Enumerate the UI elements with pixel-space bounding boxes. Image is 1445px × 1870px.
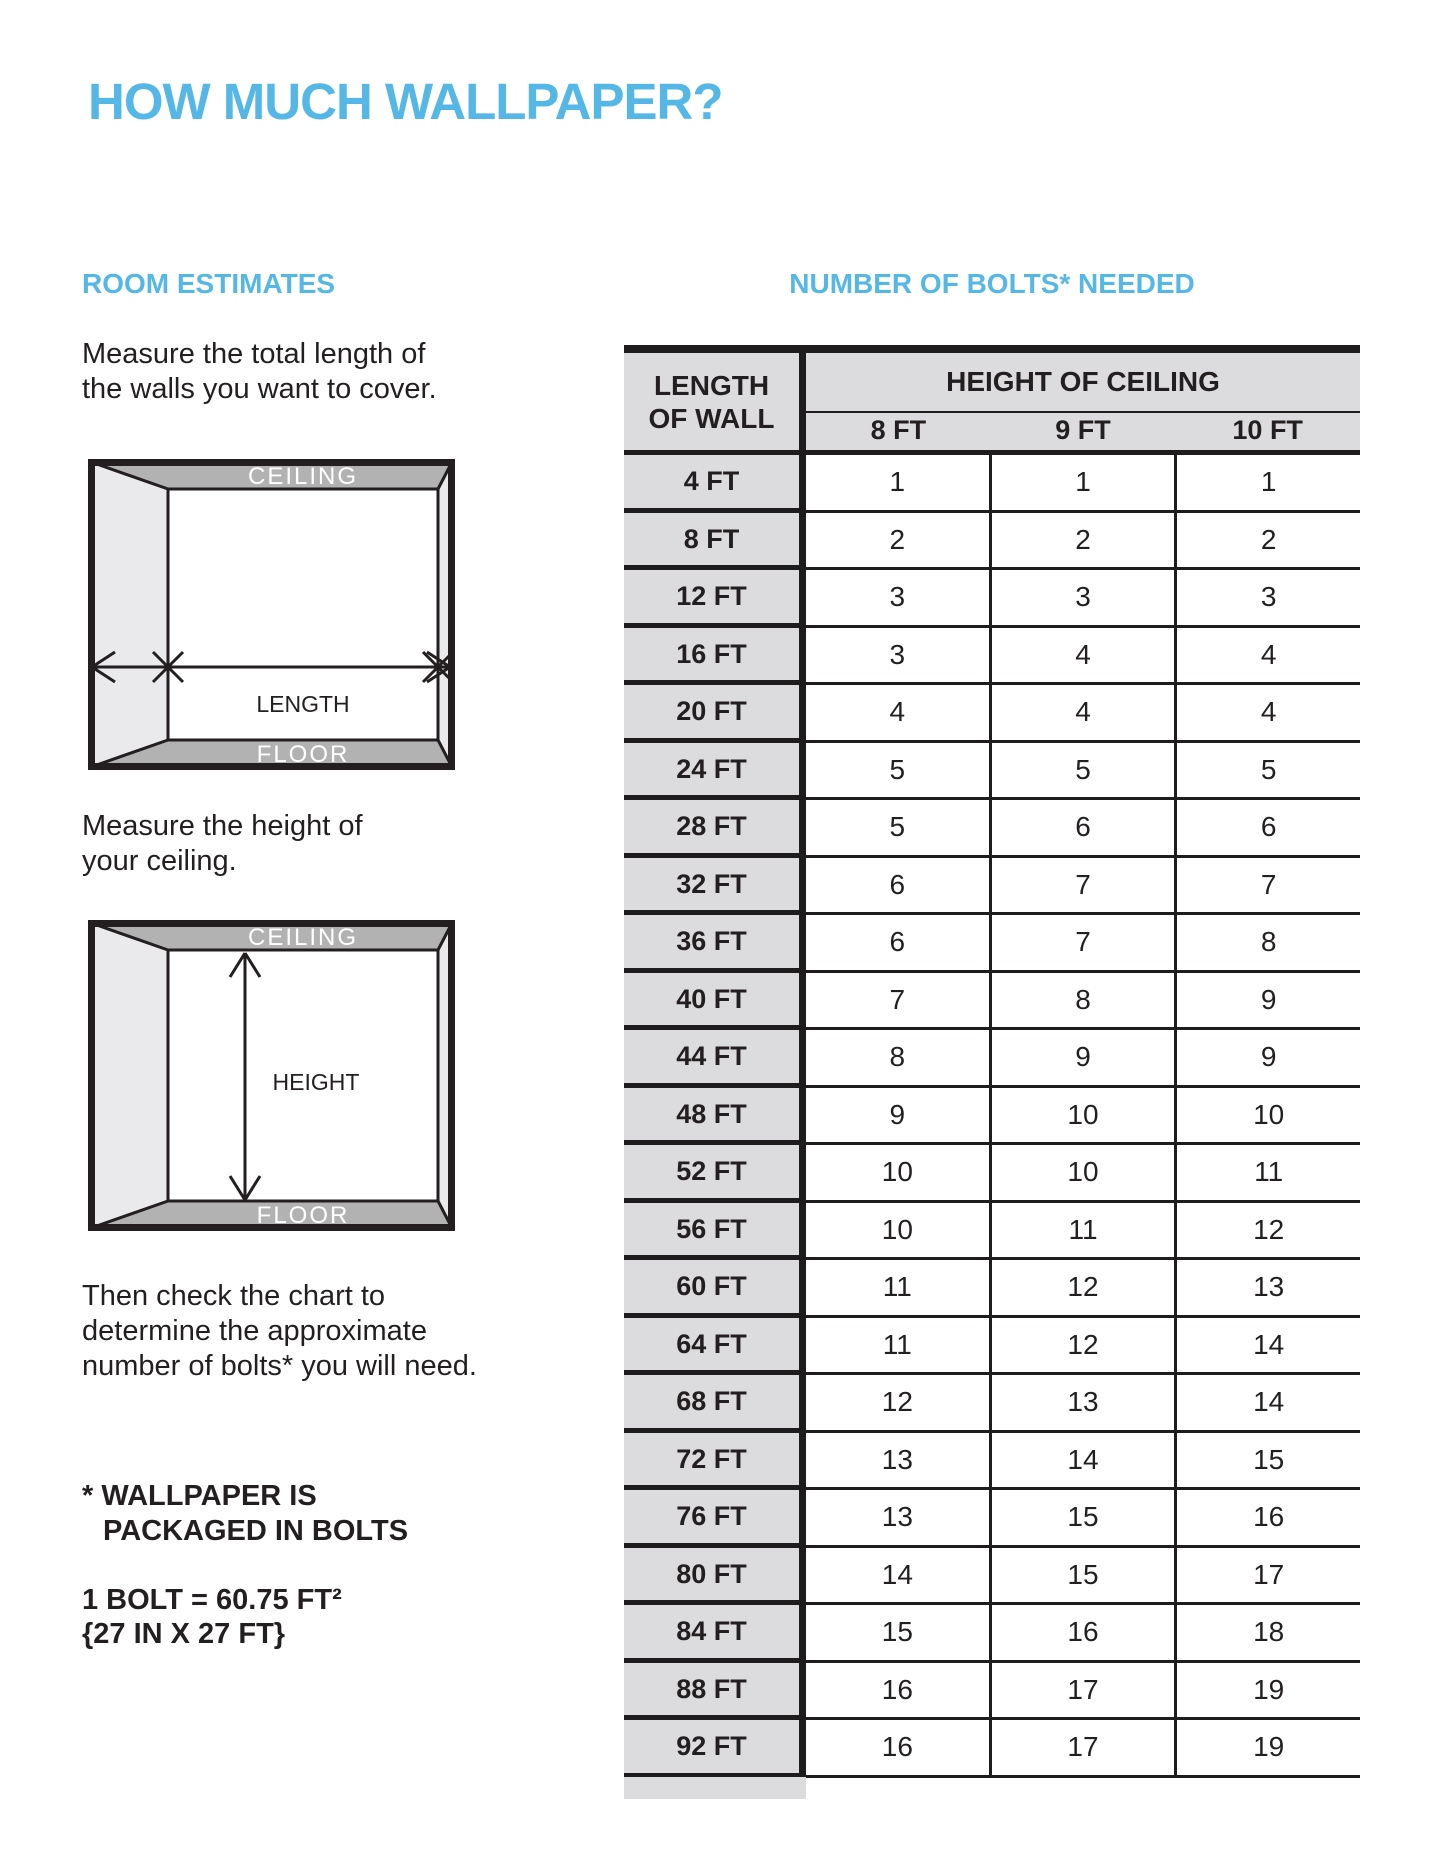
bolt-count-cell: 6 xyxy=(989,800,1175,858)
bolt-count-cell: 16 xyxy=(806,1720,989,1778)
table-row xyxy=(624,1318,1360,1376)
bolt-count-cell: 15 xyxy=(1174,1433,1360,1491)
bolt-size-info xyxy=(82,1583,342,1651)
column-header-cell: 8 FT xyxy=(806,413,991,450)
sub-header-row xyxy=(806,413,1360,455)
wall-length-cell: 64 FT xyxy=(624,1318,806,1376)
instruction-line: number of bolts* you will need. xyxy=(82,1350,477,1382)
table-row xyxy=(624,628,1360,686)
table-row xyxy=(624,1030,1360,1088)
room-perspective-drawing xyxy=(88,459,455,770)
bolt-count-cell: 10 xyxy=(806,1203,989,1261)
bolt-count-cell: 16 xyxy=(1174,1490,1360,1548)
group-header-cell: HEIGHT OF CEILING xyxy=(806,353,1360,413)
table-row xyxy=(624,973,1360,1031)
bolt-count-cell: 14 xyxy=(1174,1318,1360,1376)
bolt-count-cell: 13 xyxy=(1174,1260,1360,1318)
wall-length-cell: 4 FT xyxy=(624,455,806,513)
bolt-count-cell: 16 xyxy=(806,1663,989,1721)
footnote-line: * WALLPAPER IS xyxy=(82,1480,317,1512)
bolt-count-cell: 11 xyxy=(806,1318,989,1376)
column-header-cell: 10 FT xyxy=(1175,413,1360,450)
instruction-step-1 xyxy=(82,337,437,407)
instruction-line: determine the approximate xyxy=(82,1315,427,1347)
wall-length-cell: 48 FT xyxy=(624,1088,806,1146)
length-measure-label: LENGTH xyxy=(256,691,350,717)
wall-length-cell: 32 FT xyxy=(624,858,806,916)
table-row xyxy=(624,1605,1360,1663)
instruction-line: the walls you want to cover. xyxy=(82,373,437,405)
bolt-count-cell: 12 xyxy=(806,1375,989,1433)
table-row xyxy=(624,1720,1360,1778)
bolt-count-cell: 6 xyxy=(806,858,989,916)
bolt-count-cell: 9 xyxy=(1174,1030,1360,1088)
bolt-count-cell: 7 xyxy=(989,858,1175,916)
bolt-count-cell: 5 xyxy=(806,743,989,801)
bolt-count-cell: 8 xyxy=(989,973,1175,1031)
row-header-cell xyxy=(624,353,806,455)
table-row xyxy=(624,1088,1360,1146)
table-footer-strip xyxy=(624,1777,806,1799)
table-row xyxy=(624,743,1360,801)
bolt-count-cell: 4 xyxy=(806,685,989,743)
instruction-line: Measure the height of xyxy=(82,810,363,842)
bolt-count-cell: 4 xyxy=(989,628,1175,686)
wall-length-cell: 40 FT xyxy=(624,973,806,1031)
bolt-count-cell: 3 xyxy=(806,570,989,628)
bolt-count-cell: 4 xyxy=(1174,628,1360,686)
table-row xyxy=(624,513,1360,571)
bolts-table-heading: NUMBER OF BOLTS* NEEDED xyxy=(789,268,1195,299)
table-row xyxy=(624,1260,1360,1318)
bolt-count-cell: 8 xyxy=(806,1030,989,1088)
bolt-count-cell: 9 xyxy=(989,1030,1175,1088)
bolt-count-cell: 9 xyxy=(1174,973,1360,1031)
bolt-count-cell: 1 xyxy=(806,455,989,513)
table-body xyxy=(624,455,1360,1778)
bolt-count-cell: 5 xyxy=(1174,743,1360,801)
wall-length-cell: 60 FT xyxy=(624,1260,806,1318)
bolt-count-cell: 12 xyxy=(1174,1203,1360,1261)
bolt-count-cell: 19 xyxy=(1174,1663,1360,1721)
floor-label: FLOOR xyxy=(256,1202,350,1229)
wall-length-cell: 56 FT xyxy=(624,1203,806,1261)
instruction-line: Measure the total length of xyxy=(82,338,426,370)
bolt-count-cell: 17 xyxy=(989,1720,1175,1778)
bolt-count-cell: 11 xyxy=(1174,1145,1360,1203)
bolt-count-cell: 9 xyxy=(806,1088,989,1146)
table-row xyxy=(624,1375,1360,1433)
bolt-count-cell: 1 xyxy=(989,455,1175,513)
bolt-count-cell: 8 xyxy=(1174,915,1360,973)
room-perspective-drawing xyxy=(88,920,455,1231)
bolt-count-cell: 6 xyxy=(1174,800,1360,858)
wall-length-cell: 20 FT xyxy=(624,685,806,743)
column-header-cell: 9 FT xyxy=(991,413,1176,450)
table-row xyxy=(624,915,1360,973)
footnote-line: PACKAGED IN BOLTS xyxy=(103,1515,409,1547)
wall-length-cell: 88 FT xyxy=(624,1663,806,1721)
bolt-count-cell: 13 xyxy=(806,1490,989,1548)
length-diagram xyxy=(88,459,455,770)
bolt-count-cell: 2 xyxy=(806,513,989,571)
bolt-count-cell: 5 xyxy=(989,743,1175,801)
table-row xyxy=(624,1203,1360,1261)
wall-length-cell: 24 FT xyxy=(624,743,806,801)
bolt-count-cell: 13 xyxy=(806,1433,989,1491)
row-header-line: LENGTH xyxy=(653,369,770,401)
table-row xyxy=(624,1145,1360,1203)
table-row xyxy=(624,1663,1360,1721)
bolt-count-cell: 15 xyxy=(806,1605,989,1663)
page-title: HOW MUCH WALLPAPER? xyxy=(88,73,723,130)
room-estimates-heading: ROOM ESTIMATES xyxy=(82,268,336,299)
column-headers xyxy=(806,353,1360,455)
bolt-count-cell: 10 xyxy=(1174,1088,1360,1146)
bolt-count-cell: 3 xyxy=(806,628,989,686)
bolt-count-cell: 16 xyxy=(989,1605,1175,1663)
bolt-count-cell: 11 xyxy=(806,1260,989,1318)
bolt-count-cell: 4 xyxy=(1174,685,1360,743)
instruction-step-3 xyxy=(82,1279,477,1384)
bolt-count-cell: 3 xyxy=(989,570,1175,628)
bolt-count-cell: 7 xyxy=(989,915,1175,973)
bolt-count-cell: 15 xyxy=(989,1490,1175,1548)
bolt-count-cell: 2 xyxy=(989,513,1175,571)
instruction-line: your ceiling. xyxy=(82,845,237,877)
bolt-count-cell: 18 xyxy=(1174,1605,1360,1663)
table-row xyxy=(624,1548,1360,1606)
wall-length-cell: 52 FT xyxy=(624,1145,806,1203)
height-diagram xyxy=(88,920,455,1231)
instruction-line: Then check the chart to xyxy=(82,1280,386,1312)
bolts-needed-table xyxy=(624,345,1360,1778)
ceiling-label: CEILING xyxy=(247,924,359,951)
table-row xyxy=(624,1433,1360,1491)
bolt-count-cell: 12 xyxy=(989,1318,1175,1376)
bolt-count-cell: 15 xyxy=(989,1548,1175,1606)
wall-length-cell: 92 FT xyxy=(624,1720,806,1778)
wall-length-cell: 76 FT xyxy=(624,1490,806,1548)
wall-length-cell: 72 FT xyxy=(624,1433,806,1491)
table-header xyxy=(624,353,1360,455)
bolt-count-cell: 10 xyxy=(989,1088,1175,1146)
bolt-count-cell: 17 xyxy=(989,1663,1175,1721)
wall-length-cell: 36 FT xyxy=(624,915,806,973)
wall-length-cell: 12 FT xyxy=(624,570,806,628)
bolt-count-cell: 14 xyxy=(806,1548,989,1606)
bolt-size-line: {27 IN X 27 FT} xyxy=(82,1618,286,1650)
ceiling-label: CEILING xyxy=(247,463,359,490)
bolt-count-cell: 7 xyxy=(1174,858,1360,916)
bolt-count-cell: 19 xyxy=(1174,1720,1360,1778)
left-wall-surface xyxy=(91,462,168,767)
bolt-size-line: 1 BOLT = 60.75 FT² xyxy=(82,1584,342,1616)
bolt-count-cell: 5 xyxy=(806,800,989,858)
bolt-count-cell: 10 xyxy=(989,1145,1175,1203)
bolt-count-cell: 3 xyxy=(1174,570,1360,628)
floor-label: FLOOR xyxy=(256,741,350,768)
bolt-count-cell: 14 xyxy=(1174,1375,1360,1433)
wall-length-cell: 8 FT xyxy=(624,513,806,571)
left-wall-surface xyxy=(91,923,168,1228)
wall-length-cell: 68 FT xyxy=(624,1375,806,1433)
bolt-count-cell: 1 xyxy=(1174,455,1360,513)
table-row xyxy=(624,1490,1360,1548)
bolt-count-cell: 12 xyxy=(989,1260,1175,1318)
table-row xyxy=(624,800,1360,858)
table-row xyxy=(624,455,1360,513)
table-row xyxy=(624,685,1360,743)
wall-length-cell: 28 FT xyxy=(624,800,806,858)
table-row xyxy=(624,858,1360,916)
wall-length-cell: 16 FT xyxy=(624,628,806,686)
bolt-count-cell: 17 xyxy=(1174,1548,1360,1606)
bolt-count-cell: 14 xyxy=(989,1433,1175,1491)
wall-length-cell: 80 FT xyxy=(624,1548,806,1606)
bolt-count-cell: 7 xyxy=(806,973,989,1031)
bolt-count-cell: 2 xyxy=(1174,513,1360,571)
height-measure-label: HEIGHT xyxy=(272,1069,360,1095)
table-row xyxy=(624,570,1360,628)
bolt-count-cell: 11 xyxy=(989,1203,1175,1261)
wall-length-cell: 44 FT xyxy=(624,1030,806,1088)
bolt-count-cell: 13 xyxy=(989,1375,1175,1433)
instruction-step-2 xyxy=(82,809,363,879)
bolt-count-cell: 6 xyxy=(806,915,989,973)
bolts-footnote xyxy=(82,1479,408,1549)
bolt-count-cell: 4 xyxy=(989,685,1175,743)
row-header-line: OF WALL xyxy=(648,402,775,434)
bolt-count-cell: 10 xyxy=(806,1145,989,1203)
wall-length-cell: 84 FT xyxy=(624,1605,806,1663)
